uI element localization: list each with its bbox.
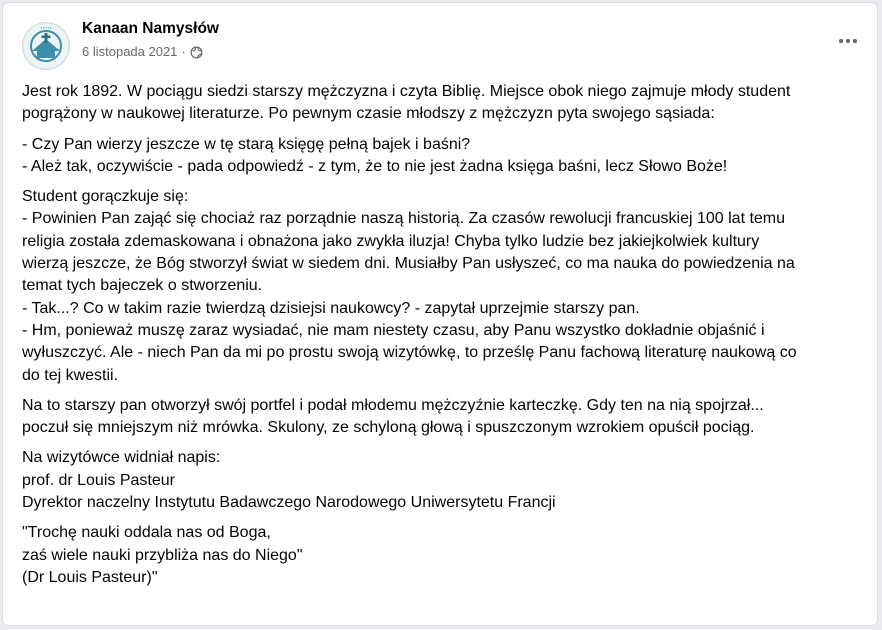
post-card xyxy=(2,2,878,626)
text-line: Jest rok 1892. W pociągu siedzi starszy mężczyzna i czyta Biblię. Miejsce obok niego zajmuje młody student xyxy=(22,83,791,100)
post-paragraph xyxy=(22,81,866,126)
post-paragraph xyxy=(22,186,866,387)
post-header xyxy=(22,19,862,71)
text-line: "Trochę nauki oddala nas od Boga, xyxy=(22,524,271,542)
more-options-icon xyxy=(838,38,858,44)
more-options-button[interactable] xyxy=(834,31,862,51)
text-line: Na wizytówce widniał napis: xyxy=(22,449,221,467)
meta-separator: · xyxy=(181,44,186,59)
text-line: prof. dr Louis Pasteur xyxy=(22,471,175,489)
globe-icon[interactable] xyxy=(190,46,203,59)
page-name-link[interactable]: Kanaan Namysłów xyxy=(82,20,219,37)
post-meta xyxy=(82,19,219,61)
text-line: religia została zdemaskowana i obnażona jako zwykła iluzja! Chyba tylko ludzie bez jakiejkolwiek kultury xyxy=(22,232,760,250)
text-line: poczuł się mniejszym niż mrówka. Skulony, ze schyloną głową i spuszczonym wzrokiem opuścił pociąg. xyxy=(22,419,755,437)
post-text xyxy=(22,81,866,597)
post-paragraph xyxy=(22,522,866,589)
page-avatar[interactable] xyxy=(22,22,70,70)
text-line: temat tych bajeczek o stworzeniu. xyxy=(22,277,263,295)
text-line: wierzą jeszcze, że Bóg stworzył świat w siedem dni. Musiałby Pan usłyszeć, co ma nauka do powiedzenia na xyxy=(22,255,795,273)
post-paragraph xyxy=(22,447,866,514)
svg-text:•••••: ••••• xyxy=(40,25,52,31)
text-line: zaś wiele nauki przybliża nas do Niego" xyxy=(22,546,303,564)
text-line: wyłuszczyć. Ale - niech Pan da mi po prostu swoją wizytówkę, to prześlę Panu fachową literaturę naukową co xyxy=(22,344,797,362)
text-line: - Czy Pan wierzy jeszcze w tę starą księgę pełną bajek i baśni? xyxy=(22,135,471,153)
post-paragraph xyxy=(22,395,866,440)
text-line: Student gorączkuje się: xyxy=(22,188,189,206)
text-line: pogrążony w naukowej literaturze. Po pewnym czasie młodszy z mężczyzn pyta swojego sąsiada: xyxy=(22,105,715,123)
post-date-link[interactable]: 6 listopada 2021 xyxy=(82,44,178,59)
church-logo-icon xyxy=(23,23,69,69)
post-subtitle xyxy=(82,43,219,61)
text-line: - Powinien Pan zająć się chociaż raz porządnie naszą historią. Za czasów rewolucji francuskiej 100 lat temu xyxy=(22,210,786,228)
text-line: do tej kwestii. xyxy=(22,366,119,384)
text-line: - Ależ tak, oczywiście - pada odpowiedź - z tym, że to nie jest żadna księga baśni, lecz Słowo Boże! xyxy=(22,157,728,175)
text-line: - Tak...? Co w takim razie twierdzą dzisiejsi naukowcy? - zapytał uprzejmie starszy pan. xyxy=(22,299,640,317)
text-line: Dyrektor naczelny Instytutu Badawczego Narodowego Uniwersytetu Francji xyxy=(22,494,556,512)
text-line: - Hm, ponieważ muszę zaraz wysiadać, nie mam niestety czasu, aby Panu wszystko dokładnie objaśnić i xyxy=(22,321,765,339)
text-line: (Dr Louis Pasteur)" xyxy=(22,568,158,586)
text-line: Na to starszy pan otworzył swój portfel i podał młodemu mężczyźnie karteczkę. Gdy ten na nią spojrzał... xyxy=(22,396,764,414)
post-paragraph xyxy=(22,134,866,179)
